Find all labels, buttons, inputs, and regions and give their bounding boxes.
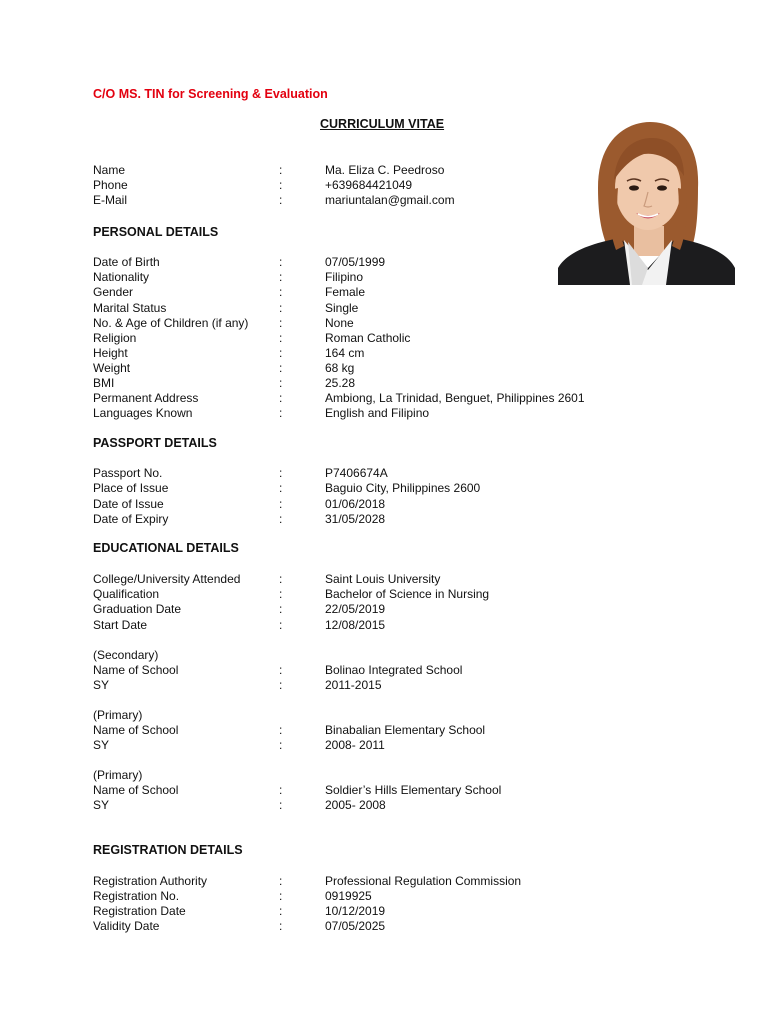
field-label: No. & Age of Children (if any) [93, 316, 249, 330]
personal-row [93, 270, 733, 285]
field-value: 12/08/2015 [325, 618, 386, 632]
field-separator: : [279, 798, 283, 812]
field-separator: : [279, 783, 283, 797]
field-label: Name of School [93, 723, 179, 737]
field-separator: : [279, 316, 283, 330]
field-label: Registration Authority [93, 874, 208, 888]
field-separator: : [279, 285, 283, 299]
field-label: Qualification [93, 587, 160, 601]
field-label: Languages Known [93, 406, 193, 420]
field-value: Soldier’s Hills Elementary School [325, 783, 502, 797]
field-value: mariuntalan@gmail.com [325, 193, 455, 207]
field-label: SY [93, 738, 110, 752]
education-row [93, 587, 733, 602]
field-separator: : [279, 904, 283, 918]
field-value: 10/12/2019 [325, 904, 386, 918]
field-value: Saint Louis University [325, 572, 441, 586]
field-label: E-Mail [93, 193, 128, 207]
contact-row-email [93, 193, 733, 208]
field-separator: : [279, 270, 283, 284]
field-label: Date of Expiry [93, 512, 169, 526]
contact-row-phone [93, 178, 733, 193]
field-separator: : [279, 723, 283, 737]
field-value: 164 cm [325, 346, 365, 360]
personal-row [93, 285, 733, 300]
field-separator: : [279, 678, 283, 692]
field-label: Permanent Address [93, 391, 199, 405]
field-value: Single [325, 301, 359, 315]
field-label: Date of Birth [93, 255, 160, 269]
field-label: Name of School [93, 663, 179, 677]
personal-details-heading: PERSONAL DETAILS [93, 225, 219, 239]
field-value: 22/05/2019 [325, 602, 386, 616]
field-value: 07/05/2025 [325, 919, 386, 933]
field-label: Gender [93, 285, 134, 299]
education-row [93, 663, 733, 678]
field-value: 01/06/2018 [325, 497, 386, 511]
field-separator: : [279, 331, 283, 345]
registration-row [93, 874, 733, 889]
field-separator: : [279, 361, 283, 375]
field-label: Phone [93, 178, 128, 192]
field-value: 2008- 2011 [325, 738, 385, 752]
field-value: Baguio City, Philippines 2600 [325, 481, 481, 495]
field-separator: : [279, 466, 283, 480]
personal-row [93, 316, 733, 331]
field-separator: : [279, 618, 283, 632]
field-value: Ambiong, La Trinidad, Benguet, Philippines 2601 [325, 391, 585, 405]
personal-row [93, 376, 733, 391]
field-value: 2011-2015 [325, 678, 382, 692]
field-label: Registration No. [93, 889, 180, 903]
field-value: 31/05/2028 [325, 512, 386, 526]
education-row [93, 783, 733, 798]
field-value: P7406674A [325, 466, 388, 480]
field-separator: : [279, 572, 283, 586]
personal-row [93, 361, 733, 376]
document-title: CURRICULUM VITAE [320, 117, 445, 131]
field-separator: : [279, 889, 283, 903]
field-separator: : [279, 255, 283, 269]
field-label: College/University Attended [93, 572, 241, 586]
education-row [93, 798, 733, 813]
primary-school-label: (Primary) [93, 708, 143, 722]
field-label: Name of School [93, 783, 179, 797]
education-row [93, 572, 733, 587]
education-row [93, 723, 733, 738]
field-value: None [325, 316, 354, 330]
field-value: English and Filipino [325, 406, 430, 420]
field-value: 07/05/1999 [325, 255, 386, 269]
field-label: Nationality [93, 270, 150, 284]
field-label: Date of Issue [93, 497, 164, 511]
field-value: Professional Regulation Commission [325, 874, 522, 888]
field-value: Ma. Eliza C. Peedroso [325, 163, 445, 177]
field-separator: : [279, 512, 283, 526]
field-separator: : [279, 301, 283, 315]
field-value: Filipino [325, 270, 364, 284]
field-label: Marital Status [93, 301, 167, 315]
field-value: 25.28 [325, 376, 356, 390]
field-label: SY [93, 678, 110, 692]
passport-row [93, 481, 733, 496]
field-separator: : [279, 346, 283, 360]
personal-row [93, 301, 733, 316]
field-separator: : [279, 738, 283, 752]
field-separator: : [279, 602, 283, 616]
personal-row [93, 391, 733, 406]
field-value: Roman Catholic [325, 331, 411, 345]
field-label: BMI [93, 376, 115, 390]
secondary-school-label: (Secondary) [93, 648, 159, 662]
field-separator: : [279, 919, 283, 933]
contact-row-name [93, 163, 733, 178]
passport-row [93, 497, 733, 512]
passport-row [93, 466, 733, 481]
field-label: Passport No. [93, 466, 163, 480]
personal-row [93, 406, 733, 421]
field-separator: : [279, 481, 283, 495]
field-label: Height [93, 346, 128, 360]
field-separator: : [279, 391, 283, 405]
educational-details-heading: EDUCATIONAL DETAILS [93, 541, 239, 555]
education-row [93, 618, 733, 633]
field-value: 68 kg [325, 361, 355, 375]
field-label: Validity Date [93, 919, 160, 933]
passport-details-heading: PASSPORT DETAILS [93, 436, 217, 450]
field-separator: : [279, 178, 283, 192]
personal-row [93, 331, 733, 346]
field-separator: : [279, 497, 283, 511]
field-separator: : [279, 376, 283, 390]
field-label: SY [93, 798, 110, 812]
passport-row [93, 512, 733, 527]
field-value: Bolinao Integrated School [325, 663, 463, 677]
field-separator: : [279, 406, 283, 420]
field-value: Bachelor of Science in Nursing [325, 587, 490, 601]
field-separator: : [279, 587, 283, 601]
field-separator: : [279, 663, 283, 677]
registration-row [93, 889, 733, 904]
personal-row [93, 346, 733, 361]
field-label: Place of Issue [93, 481, 169, 495]
field-label: Graduation Date [93, 602, 182, 616]
field-label: Weight [93, 361, 131, 375]
registration-row [93, 919, 733, 934]
registration-details-heading: REGISTRATION DETAILS [93, 843, 243, 857]
primary-school-label: (Primary) [93, 768, 143, 782]
field-label: Registration Date [93, 904, 186, 918]
registration-row [93, 904, 733, 919]
field-separator: : [279, 163, 283, 177]
field-value: Binabalian Elementary School [325, 723, 486, 737]
field-value: 0919925 [325, 889, 372, 903]
field-value: Female [325, 285, 366, 299]
field-label: Start Date [93, 618, 148, 632]
field-label: Name [93, 163, 126, 177]
field-value: +639684421049 [325, 178, 413, 192]
care-of-note: C/O MS. TIN for Screening & Evaluation [93, 87, 328, 101]
education-row [93, 602, 733, 617]
field-value: 2005- 2008 [325, 798, 386, 812]
education-row [93, 678, 733, 693]
field-separator: : [279, 193, 283, 207]
personal-row [93, 255, 733, 270]
education-row [93, 738, 733, 753]
field-separator: : [279, 874, 283, 888]
field-label: Religion [93, 331, 137, 345]
